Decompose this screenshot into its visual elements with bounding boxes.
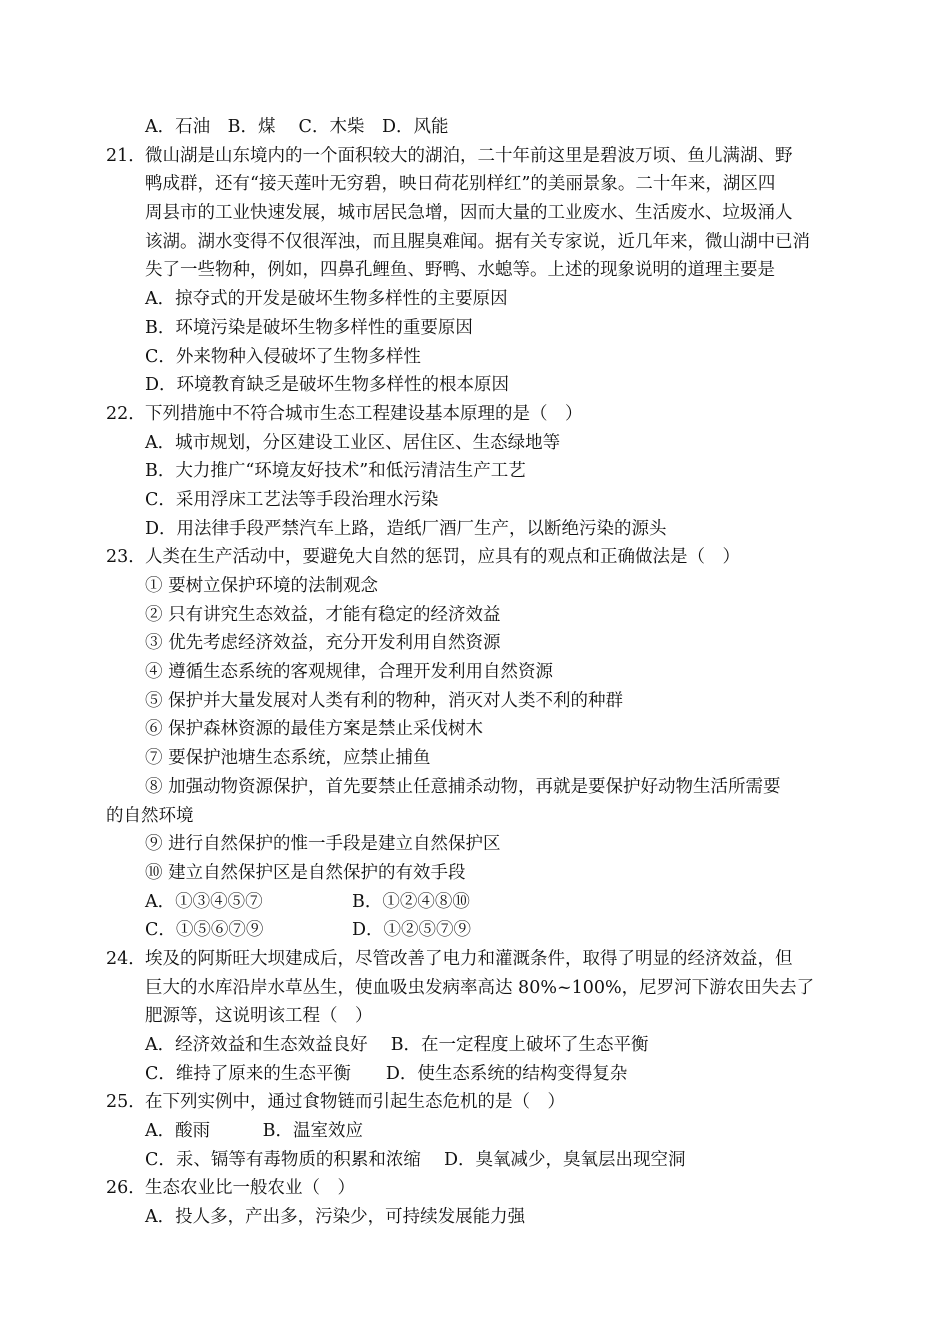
statement-item: ① 要树立保护环境的法制观念 [145,576,379,596]
question-number: 24． [106,948,146,969]
question-number: 25． [106,1092,146,1113]
option-c: C．外来物种入侵破坏了生物多样性 [145,346,421,367]
option-row [0,888,950,917]
question-text-line: 微山湖是山东境内的一个面积较大的湖泊，二十年前这里是碧波万顷、鱼儿满湖、野 [145,145,793,166]
question-21 [0,142,950,171]
option-c: C．①⑤⑥⑦⑨ [145,920,264,941]
option-a: A．①③④⑤⑦ [145,891,263,912]
question-text: 生态农业比一般农业（ ） [145,1178,355,1199]
option-row: C．汞、镉等有毒物质的积累和浓缩 D．臭氧减少，臭氧层出现空洞 [145,1149,686,1170]
question-text-line: 失了一些物种，例如，四鼻孔鲤鱼、野鸭、水螅等。上述的现象说明的道理主要是 [145,260,775,281]
question-text: 下列措施中不符合城市生态工程建设基本原理的是（ ） [145,403,583,424]
question-text: 在下列实例中，通过食物链而引起生态危机的是（ ） [145,1092,565,1113]
q20-options: A．石油 B．煤 C．木柴 D．风能 [145,117,449,137]
option-b: B．①②④⑧⑩ [352,891,470,912]
option-row [0,916,950,945]
option-d: D．①②⑤⑦⑨ [352,920,472,941]
question-text-line: 该湖。湖水变得不仅很浑浊，而且腥臭难闻。据有关专家说，近几年来，微山湖中已消 [145,231,810,252]
question-text-line: 埃及的阿斯旺大坝建成后，尽管改善了电力和灌溉条件，取得了明显的经济效益，但 [145,948,793,969]
question-text-line: 巨大的水库沿岸水草丛生，使血吸虫发病率高达 80%~100%，尼罗河下游农田失去了 [145,977,815,998]
question-number: 23． [106,547,146,568]
question-number: 26． [106,1178,146,1199]
question-text-line: 鸭成群，还有“接天莲叶无穷碧，映日荷花别样红”的美丽景象。二十年来，湖区四 [145,174,776,195]
statement-item: ⑨ 进行自然保护的惟一手段是建立自然保护区 [145,834,501,855]
statement-item: ③ 优先考虑经济效益，充分开发利用自然资源 [145,633,501,654]
statement-item: ⑦ 要保护池塘生态系统，应禁止捕鱼 [145,748,431,769]
question-22 [0,400,950,429]
option-d: D．环境教育缺乏是破坏生物多样性的根本原因 [145,375,510,396]
statement-item: ② 只有讲究生态效益，才能有稳定的经济效益 [145,604,501,625]
question-text-line: 肥源等，这说明该工程（ ） [145,1006,373,1027]
option-c: C．采用浮床工艺法等手段治理水污染 [145,489,439,510]
statement-item: ⑧ 加强动物资源保护，首先要禁止任意捕杀动物，再就是要保护好动物生活所需要 [145,776,781,797]
option-row: A．经济效益和生态效益良好 B．在一定程度上破坏了生态平衡 [145,1035,649,1055]
question-24 [0,945,950,974]
option-d: D．用法律手段严禁汽车上路，造纸厂酒厂生产，以断绝污染的源头 [145,518,667,539]
question-26 [0,1174,950,1203]
statement-item: ⑤ 保护并大量发展对人类有利的物种，消灭对人类不利的种群 [145,690,624,711]
question-number: 22． [106,403,146,424]
question-23 [0,543,950,572]
question-text-line: 周县市的工业快速发展，城市居民急增，因而大量的工业废水、生活废水、垃圾涌人 [145,203,793,224]
option-a: A．投人多，产出多，污染少，可持续发展能力强 [145,1207,526,1228]
statement-item-continuation: 的自然环境 [106,805,194,826]
question-25 [0,1088,950,1117]
option-row: C．维持了原来的生态平衡 D．使生态系统的结构变得复杂 [145,1063,628,1084]
option-row: A．酸雨 B．温室效应 [145,1121,363,1142]
question-number: 21． [106,145,146,166]
question-text: 人类在生产活动中，要避免大自然的惩罚，应具有的观点和正确做法是（ ） [145,547,740,568]
option-b: B．环境污染是破坏生物多样性的重要原因 [145,317,473,338]
option-a: A．城市规划，分区建设工业区、居住区、生态绿地等 [145,432,561,453]
option-b: B．大力推广“环境友好技术”和低污清洁生产工艺 [145,461,526,482]
option-a: A．掠夺式的开发是破坏生物多样性的主要原因 [145,289,508,310]
statement-item: ⑥ 保护森林资源的最佳方案是禁止采伐树木 [145,719,484,740]
exam-page [0,113,950,1232]
statement-item: ④ 遵循生态系统的客观规律，合理开发利用自然资源 [145,662,554,683]
statement-item: ⑩ 建立自然保护区是自然保护的有效手段 [145,862,466,883]
